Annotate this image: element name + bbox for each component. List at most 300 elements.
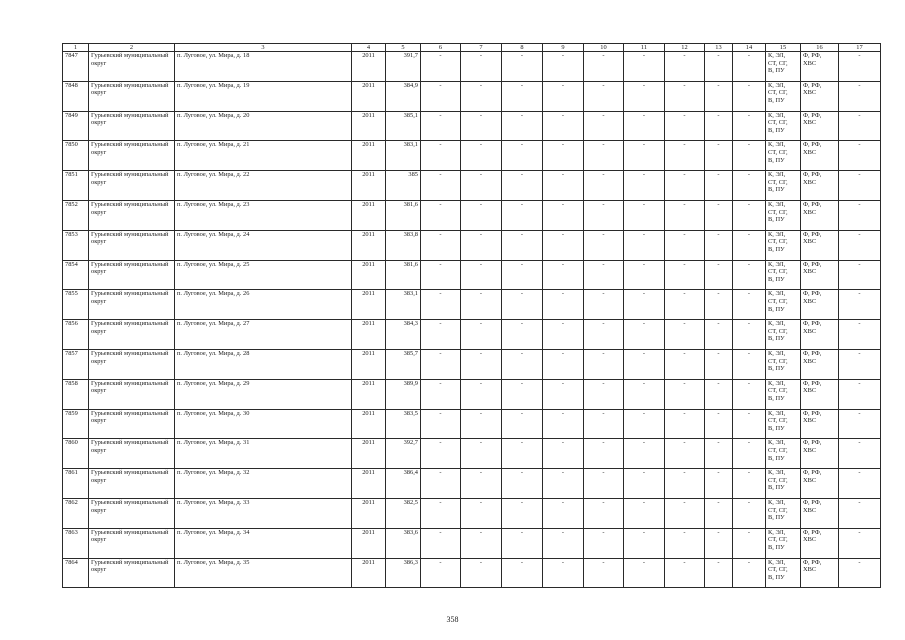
dash-cell: - xyxy=(421,171,461,201)
dash-cell: - xyxy=(543,171,584,201)
year-cell: 2011 xyxy=(352,320,386,350)
dash-cell: - xyxy=(584,200,624,230)
area-cell: 386,4 xyxy=(386,469,421,499)
cell-line: Ф, РФ, xyxy=(803,439,822,447)
area-cell: 391,7 xyxy=(386,52,421,82)
cell-line: К, ЭЛ, xyxy=(768,81,786,89)
municipality-cell: Гурьевский муниципальный округ xyxy=(89,469,175,499)
dash-cell: - xyxy=(543,528,584,558)
dash-cell: - xyxy=(502,320,543,350)
cell-line: В, ПУ xyxy=(768,245,785,253)
dash-cell: - xyxy=(705,498,733,528)
table-row xyxy=(63,379,881,409)
address-cell: п. Луговое, ул. Мира, д. 28 xyxy=(175,349,352,379)
table-row xyxy=(63,349,881,379)
address-cell: п. Луговое, ул. Мира, д. 22 xyxy=(175,171,352,201)
cell-line: СТ, СГ, xyxy=(768,178,788,186)
record-number: 7848 xyxy=(63,81,89,111)
dash-cell: - xyxy=(839,320,881,350)
area-cell: 384,3 xyxy=(386,320,421,350)
table-row xyxy=(63,558,881,588)
dash-cell: - xyxy=(502,111,543,141)
cell-line: СТ, СГ, xyxy=(768,476,788,484)
table-row xyxy=(63,290,881,320)
cell-line: ХВС xyxy=(803,89,817,97)
systems-cell xyxy=(801,52,839,82)
record-number: 7854 xyxy=(63,260,89,290)
structural-elements-cell xyxy=(766,111,801,141)
structural-elements-cell xyxy=(766,320,801,350)
municipality-cell: Гурьевский муниципальный округ xyxy=(89,230,175,260)
dash-cell: - xyxy=(839,439,881,469)
dash-cell: - xyxy=(733,171,766,201)
dash-cell: - xyxy=(839,409,881,439)
municipality-cell: Гурьевский муниципальный округ xyxy=(89,379,175,409)
dash-cell: - xyxy=(624,349,665,379)
area-cell: 386,3 xyxy=(386,558,421,588)
systems-cell xyxy=(801,349,839,379)
cell-line: Ф, РФ, xyxy=(803,528,822,536)
dash-cell: - xyxy=(543,260,584,290)
structural-elements-cell xyxy=(766,230,801,260)
dash-cell: - xyxy=(421,290,461,320)
year-cell: 2011 xyxy=(352,469,386,499)
dash-cell: - xyxy=(421,558,461,588)
cell-line: Ф, РФ, xyxy=(803,409,822,417)
dash-cell: - xyxy=(839,200,881,230)
address-cell: п. Луговое, ул. Мира, д. 19 xyxy=(175,81,352,111)
record-number: 7853 xyxy=(63,230,89,260)
dash-cell: - xyxy=(665,409,705,439)
dash-cell: - xyxy=(461,230,502,260)
dash-cell: - xyxy=(839,141,881,171)
cell-line: К, ЭЛ, xyxy=(768,469,786,477)
municipality-cell: Гурьевский муниципальный округ xyxy=(89,290,175,320)
dash-cell: - xyxy=(705,469,733,499)
dash-cell: - xyxy=(665,469,705,499)
dash-cell: - xyxy=(502,498,543,528)
dash-cell: - xyxy=(733,349,766,379)
dash-cell: - xyxy=(502,439,543,469)
record-number: 7856 xyxy=(63,320,89,350)
dash-cell: - xyxy=(461,409,502,439)
area-cell: 383,5 xyxy=(386,409,421,439)
cell-line: СТ, СГ, xyxy=(768,268,788,276)
year-cell: 2011 xyxy=(352,111,386,141)
municipality-cell: Гурьевский муниципальный округ xyxy=(89,81,175,111)
cell-line: ХВС xyxy=(803,148,817,156)
cell-line: В, ПУ xyxy=(768,126,785,134)
cell-line: Ф, РФ, xyxy=(803,498,822,506)
cell-line: Ф, РФ, xyxy=(803,290,822,298)
dash-cell: - xyxy=(705,320,733,350)
cell-line: СТ, СГ, xyxy=(768,387,788,395)
dash-cell: - xyxy=(584,111,624,141)
cell-line: К, ЭЛ, xyxy=(768,498,786,506)
dash-cell: - xyxy=(839,290,881,320)
dash-cell: - xyxy=(502,409,543,439)
area-cell: 389,9 xyxy=(386,379,421,409)
structural-elements-cell xyxy=(766,409,801,439)
dash-cell: - xyxy=(624,498,665,528)
dash-cell: - xyxy=(624,230,665,260)
dash-cell: - xyxy=(733,81,766,111)
cell-line: ХВС xyxy=(803,59,817,67)
cell-line: К, ЭЛ, xyxy=(768,320,786,328)
address-cell: п. Луговое, ул. Мира, д. 33 xyxy=(175,498,352,528)
structural-elements-cell xyxy=(766,528,801,558)
structural-elements-cell xyxy=(766,81,801,111)
cell-line: Ф, РФ, xyxy=(803,81,822,89)
dash-cell: - xyxy=(461,290,502,320)
dash-cell: - xyxy=(705,260,733,290)
dash-cell: - xyxy=(543,290,584,320)
dash-cell: - xyxy=(705,171,733,201)
dash-cell: - xyxy=(584,498,624,528)
column-number: 6 xyxy=(421,44,461,52)
table-row xyxy=(63,81,881,111)
cell-line: В, ПУ xyxy=(768,335,785,343)
dash-cell: - xyxy=(421,111,461,141)
dash-cell: - xyxy=(543,230,584,260)
cell-line: ХВС xyxy=(803,566,817,574)
dash-cell: - xyxy=(421,141,461,171)
column-number: 15 xyxy=(766,44,801,52)
dash-cell: - xyxy=(543,111,584,141)
cell-line: К, ЭЛ, xyxy=(768,558,786,566)
year-cell: 2011 xyxy=(352,290,386,320)
area-cell: 383,1 xyxy=(386,290,421,320)
dash-cell: - xyxy=(733,200,766,230)
area-cell: 381,6 xyxy=(386,260,421,290)
cell-line: В, ПУ xyxy=(768,454,785,462)
dash-cell: - xyxy=(624,81,665,111)
record-number: 7855 xyxy=(63,290,89,320)
systems-cell xyxy=(801,141,839,171)
year-cell: 2011 xyxy=(352,528,386,558)
record-number: 7849 xyxy=(63,111,89,141)
dash-cell: - xyxy=(502,528,543,558)
cell-line: К, ЭЛ, xyxy=(768,409,786,417)
dash-cell: - xyxy=(839,528,881,558)
dash-cell: - xyxy=(584,320,624,350)
dash-cell: - xyxy=(665,81,705,111)
structural-elements-cell xyxy=(766,469,801,499)
dash-cell: - xyxy=(584,439,624,469)
structural-elements-cell xyxy=(766,290,801,320)
cell-line: СТ, СГ, xyxy=(768,59,788,67)
structural-elements-cell xyxy=(766,260,801,290)
page-number: 358 xyxy=(446,615,459,624)
dash-cell: - xyxy=(733,111,766,141)
dash-cell: - xyxy=(421,260,461,290)
dash-cell: - xyxy=(543,200,584,230)
dash-cell: - xyxy=(665,290,705,320)
dash-cell: - xyxy=(733,558,766,588)
dash-cell: - xyxy=(624,111,665,141)
table-row xyxy=(63,409,881,439)
year-cell: 2011 xyxy=(352,171,386,201)
dash-cell: - xyxy=(584,260,624,290)
municipality-cell: Гурьевский муниципальный округ xyxy=(89,498,175,528)
dash-cell: - xyxy=(839,171,881,201)
record-number: 7850 xyxy=(63,141,89,171)
cell-line: ХВС xyxy=(803,536,817,544)
cell-line: В, ПУ xyxy=(768,305,785,313)
municipality-cell: Гурьевский муниципальный округ xyxy=(89,558,175,588)
dash-cell: - xyxy=(733,498,766,528)
dash-cell: - xyxy=(665,498,705,528)
dash-cell: - xyxy=(624,260,665,290)
table-row xyxy=(63,320,881,350)
cell-line: СТ, СГ, xyxy=(768,297,788,305)
cell-line: В, ПУ xyxy=(768,484,785,492)
cell-line: В, ПУ xyxy=(768,573,785,581)
table-row xyxy=(63,141,881,171)
dash-cell: - xyxy=(502,349,543,379)
area-cell: 383,1 xyxy=(386,141,421,171)
address-cell: п. Луговое, ул. Мира, д. 23 xyxy=(175,200,352,230)
systems-cell xyxy=(801,469,839,499)
dash-cell: - xyxy=(421,81,461,111)
cell-line: ХВС xyxy=(803,417,817,425)
year-cell: 2011 xyxy=(352,379,386,409)
dash-cell: - xyxy=(584,558,624,588)
dash-cell: - xyxy=(665,528,705,558)
dash-cell: - xyxy=(839,349,881,379)
dash-cell: - xyxy=(624,558,665,588)
dash-cell: - xyxy=(839,230,881,260)
column-number: 7 xyxy=(461,44,502,52)
cell-line: ХВС xyxy=(803,238,817,246)
address-cell: п. Луговое, ул. Мира, д. 35 xyxy=(175,558,352,588)
municipality-cell: Гурьевский муниципальный округ xyxy=(89,409,175,439)
column-number: 13 xyxy=(705,44,733,52)
cell-line: В, ПУ xyxy=(768,424,785,432)
dash-cell: - xyxy=(461,260,502,290)
dash-cell: - xyxy=(421,528,461,558)
column-number-row xyxy=(63,44,881,52)
dash-cell: - xyxy=(665,230,705,260)
dash-cell: - xyxy=(502,290,543,320)
municipality-cell: Гурьевский муниципальный округ xyxy=(89,260,175,290)
dash-cell: - xyxy=(421,200,461,230)
area-cell: 384,9 xyxy=(386,81,421,111)
dash-cell: - xyxy=(543,558,584,588)
systems-cell xyxy=(801,409,839,439)
dash-cell: - xyxy=(705,439,733,469)
municipality-cell: Гурьевский муниципальный округ xyxy=(89,52,175,82)
record-number: 7857 xyxy=(63,349,89,379)
dash-cell: - xyxy=(461,320,502,350)
cell-line: В, ПУ xyxy=(768,275,785,283)
table-row xyxy=(63,498,881,528)
municipality-cell: Гурьевский муниципальный округ xyxy=(89,141,175,171)
column-number: 9 xyxy=(543,44,584,52)
dash-cell: - xyxy=(665,111,705,141)
cell-line: В, ПУ xyxy=(768,216,785,224)
dash-cell: - xyxy=(733,230,766,260)
cell-line: В, ПУ xyxy=(768,514,785,522)
address-cell: п. Луговое, ул. Мира, д. 21 xyxy=(175,141,352,171)
cell-line: Ф, РФ, xyxy=(803,558,822,566)
cell-line: СТ, СГ, xyxy=(768,208,788,216)
record-number: 7858 xyxy=(63,379,89,409)
dash-cell: - xyxy=(733,260,766,290)
dash-cell: - xyxy=(733,469,766,499)
cell-line: ХВС xyxy=(803,178,817,186)
dash-cell: - xyxy=(584,409,624,439)
structural-elements-cell xyxy=(766,558,801,588)
dash-cell: - xyxy=(839,498,881,528)
dash-cell: - xyxy=(543,498,584,528)
structural-elements-cell xyxy=(766,439,801,469)
record-number: 7861 xyxy=(63,469,89,499)
column-number: 1 xyxy=(63,44,89,52)
dash-cell: - xyxy=(543,320,584,350)
dash-cell: - xyxy=(705,558,733,588)
dash-cell: - xyxy=(665,439,705,469)
dash-cell: - xyxy=(705,290,733,320)
year-cell: 2011 xyxy=(352,200,386,230)
dash-cell: - xyxy=(665,200,705,230)
dash-cell: - xyxy=(665,320,705,350)
dash-cell: - xyxy=(705,409,733,439)
dash-cell: - xyxy=(461,171,502,201)
address-cell: п. Луговое, ул. Мира, д. 32 xyxy=(175,469,352,499)
cell-line: К, ЭЛ, xyxy=(768,200,786,208)
cell-line: ХВС xyxy=(803,476,817,484)
cell-line: ХВС xyxy=(803,327,817,335)
cell-line: Ф, РФ, xyxy=(803,349,822,357)
year-cell: 2011 xyxy=(352,409,386,439)
column-number: 10 xyxy=(584,44,624,52)
dash-cell: - xyxy=(584,230,624,260)
cell-line: СТ, СГ, xyxy=(768,506,788,514)
structural-elements-cell xyxy=(766,141,801,171)
cell-line: Ф, РФ, xyxy=(803,141,822,149)
dash-cell: - xyxy=(421,230,461,260)
dash-cell: - xyxy=(502,260,543,290)
cell-line: ХВС xyxy=(803,446,817,454)
dash-cell: - xyxy=(839,558,881,588)
cell-line: В, ПУ xyxy=(768,543,785,551)
systems-cell xyxy=(801,111,839,141)
address-cell: п. Луговое, ул. Мира, д. 26 xyxy=(175,290,352,320)
column-number: 8 xyxy=(502,44,543,52)
cell-line: Ф, РФ, xyxy=(803,52,822,59)
dash-cell: - xyxy=(624,141,665,171)
dash-cell: - xyxy=(584,528,624,558)
area-cell: 392,7 xyxy=(386,439,421,469)
systems-cell xyxy=(801,320,839,350)
dash-cell: - xyxy=(665,171,705,201)
dash-cell: - xyxy=(733,439,766,469)
systems-cell xyxy=(801,171,839,201)
column-number: 5 xyxy=(386,44,421,52)
dash-cell: - xyxy=(461,111,502,141)
cell-line: СТ, СГ, xyxy=(768,446,788,454)
cell-line: СТ, СГ, xyxy=(768,357,788,365)
municipality-cell: Гурьевский муниципальный округ xyxy=(89,320,175,350)
table-row xyxy=(63,111,881,141)
municipality-cell: Гурьевский муниципальный округ xyxy=(89,439,175,469)
record-number: 7852 xyxy=(63,200,89,230)
area-cell: 385 xyxy=(386,171,421,201)
cell-line: В, ПУ xyxy=(768,365,785,373)
systems-cell xyxy=(801,498,839,528)
year-cell: 2011 xyxy=(352,230,386,260)
dash-cell: - xyxy=(705,230,733,260)
dash-cell: - xyxy=(461,439,502,469)
dash-cell: - xyxy=(543,141,584,171)
systems-cell xyxy=(801,230,839,260)
year-cell: 2011 xyxy=(352,498,386,528)
dash-cell: - xyxy=(584,290,624,320)
cell-line: СТ, СГ, xyxy=(768,536,788,544)
record-number: 7847 xyxy=(63,52,89,82)
cell-line: Ф, РФ, xyxy=(803,469,822,477)
dash-cell: - xyxy=(421,349,461,379)
cell-line: ХВС xyxy=(803,387,817,395)
cell-line: К, ЭЛ, xyxy=(768,528,786,536)
dash-cell: - xyxy=(502,469,543,499)
cell-line: Ф, РФ, xyxy=(803,111,822,119)
address-cell: п. Луговое, ул. Мира, д. 31 xyxy=(175,439,352,469)
dash-cell: - xyxy=(624,320,665,350)
dash-cell: - xyxy=(733,528,766,558)
cell-line: Ф, РФ, xyxy=(803,320,822,328)
table-row xyxy=(63,439,881,469)
cell-line: В, ПУ xyxy=(768,186,785,194)
dash-cell: - xyxy=(461,379,502,409)
column-number: 16 xyxy=(801,44,839,52)
dash-cell: - xyxy=(461,141,502,171)
cell-line: СТ, СГ, xyxy=(768,566,788,574)
structural-elements-cell xyxy=(766,379,801,409)
dash-cell: - xyxy=(421,320,461,350)
record-number: 7864 xyxy=(63,558,89,588)
table-row xyxy=(63,260,881,290)
area-cell: 385,1 xyxy=(386,111,421,141)
cell-line: К, ЭЛ, xyxy=(768,290,786,298)
dash-cell: - xyxy=(624,528,665,558)
systems-cell xyxy=(801,260,839,290)
dash-cell: - xyxy=(705,52,733,82)
dash-cell: - xyxy=(543,439,584,469)
dash-cell: - xyxy=(624,200,665,230)
record-number: 7851 xyxy=(63,171,89,201)
cell-line: В, ПУ xyxy=(768,156,785,164)
dash-cell: - xyxy=(733,52,766,82)
cell-line: СТ, СГ, xyxy=(768,119,788,127)
cell-line: Ф, РФ, xyxy=(803,230,822,238)
systems-cell xyxy=(801,558,839,588)
municipality-cell: Гурьевский муниципальный округ xyxy=(89,200,175,230)
dash-cell: - xyxy=(624,52,665,82)
dash-cell: - xyxy=(584,379,624,409)
dash-cell: - xyxy=(421,439,461,469)
cell-line: В, ПУ xyxy=(768,96,785,104)
cell-line: ХВС xyxy=(803,357,817,365)
address-cell: п. Луговое, ул. Мира, д. 34 xyxy=(175,528,352,558)
dash-cell: - xyxy=(705,111,733,141)
table-row xyxy=(63,171,881,201)
table-row xyxy=(63,528,881,558)
municipality-cell: Гурьевский муниципальный округ xyxy=(89,111,175,141)
record-number: 7860 xyxy=(63,439,89,469)
address-cell: п. Луговое, ул. Мира, д. 30 xyxy=(175,409,352,439)
